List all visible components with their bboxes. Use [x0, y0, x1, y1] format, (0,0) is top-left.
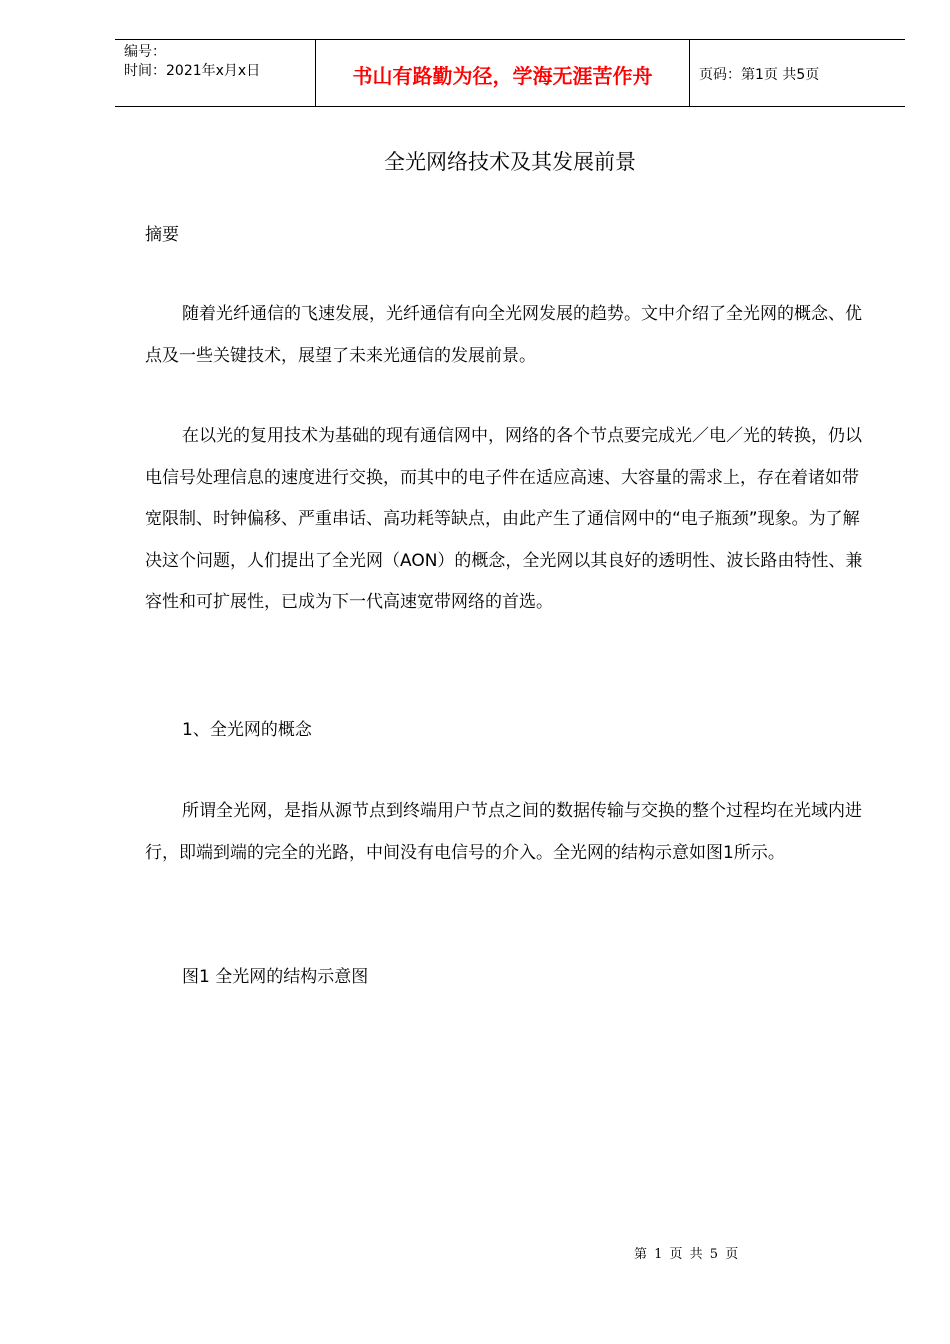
- header-number-label: 编号：: [124, 44, 166, 60]
- header-meta-cell: [115, 40, 316, 106]
- page-header: [115, 39, 905, 107]
- document-title: 全光网络技术及其发展前景: [384, 150, 636, 174]
- figure-caption: 图1 全光网的结构示意图: [182, 967, 369, 987]
- header-page-label: 页码：第1页 共5页: [699, 67, 820, 83]
- header-motto: 书山有路勤为径，学海无涯苦作舟: [316, 40, 690, 106]
- page-footer: 第 1 页 共 5 页: [634, 1247, 739, 1262]
- abstract-heading: 摘要: [145, 225, 179, 245]
- section-heading-1: 1、全光网的概念: [182, 720, 312, 740]
- header-time-label: 时间：2021年x月x日: [124, 63, 261, 79]
- paragraph-abstract: 随着光纤通信的飞速发展，光纤通信有向全光网发展的趋势。文中介绍了全光网的概念、优点及一些关键技术，展望了未来光通信的发展前景。: [145, 304, 862, 366]
- paragraph-background: 在以光的复用技术为基础的现有通信网中，网络的各个节点要完成光／电／光的转换，仍以电信号处理信息的速度进行交换，而其中的电子件在适应高速、大容量的需求上，存在着诸如带宽限制、时钟偏移、严重串话、高功耗等缺点，由此产生了通信网中的“电子瓶颈”现象。为了解决这个问题，人们提出了全光网（AON）的概念，全光网以其良好的透明性、波长路由特性、兼容性和可扩展性，已成为下一代高速宽带网络的首选。: [145, 426, 863, 612]
- paragraph-concept: 所谓全光网，是指从源节点到终端用户节点之间的数据传输与交换的整个过程均在光域内进行，即端到端的完全的光路，中间没有电信号的介入。全光网的结构示意如图1所示。: [145, 801, 862, 863]
